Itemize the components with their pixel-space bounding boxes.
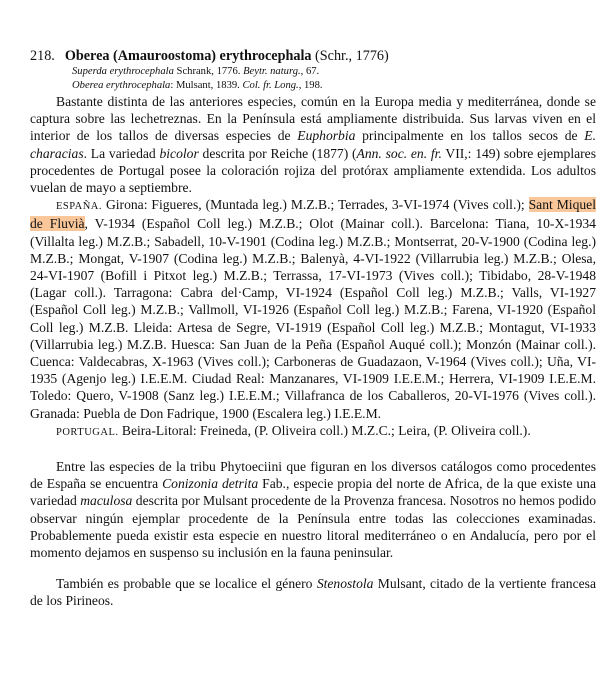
species-name: Oberea (Amauroostoma) erythrocephala <box>64 48 312 64</box>
phytoeciini-paragraph <box>30 458 596 561</box>
entry-number: 218. <box>30 48 55 64</box>
genus-name: Euphorbia <box>297 128 356 144</box>
spacer <box>30 441 596 458</box>
spacer <box>30 561 596 575</box>
synonym-page: , 198. <box>298 80 323 91</box>
variety-name: maculosa <box>80 493 133 509</box>
description-text: principalmente en los tallos secos de <box>355 128 585 144</box>
paragraph-text: Mulsant, citado de la vertiente francesa de los Pirineos. <box>30 576 596 609</box>
species-author: (Schr., 1776) <box>315 48 389 64</box>
description-text: VII,: 149) sobre ejemplares procedentes de Portugal posee la coloración rojiza del protórax ampliamente extendida. Los adultos vuelan de mayo a septiembre. <box>30 145 596 196</box>
country-label-portugal: PORTUGAL. <box>56 426 119 438</box>
stenostola-paragraph <box>30 575 596 609</box>
spain-records-paragraph <box>30 196 596 422</box>
highlighted-locality[interactable]: Sant Miquel de Fluvià <box>30 197 596 232</box>
document-page <box>30 48 596 610</box>
description-text: descrita por Reiche (1877) ( <box>198 145 357 161</box>
species-name-italic: Conizonia detrita <box>162 476 259 492</box>
synonym-name: Superda erythrocephala <box>72 66 174 77</box>
country-label-spain: ESPAÑA. <box>56 201 103 213</box>
synonym-reference: Col. fr. Long. <box>242 80 299 91</box>
synonym-reference: Beytr. naturg. <box>243 66 301 77</box>
synonym-author: Schrank, 1776. <box>173 66 244 77</box>
paragraph-text: descrita por Mulsant procedente de la Provenza francesa. Nosotros no hemos podido observar ningún ejemplar procedente de la Península entre todas las colecciones examinadas. Probablemente pueda existir esta especie en nuestro litoral mediterráneo o en Andalucía, pero por el momento dejamos en suspenso su inclusión en la fauna peninsular. <box>30 493 596 561</box>
paragraph-text: También es probable que se localice el género <box>56 576 317 592</box>
description-text: Bastante distinta de las anteriores especies, común en la Europa media y mediterránea, donde se captura sobre las lechetreznas. En la Península está ampliamente distribuida. Sus larvas viven en el interior de los tallos de diversas especies de <box>30 94 596 144</box>
paragraph-text: Fab., especie propia del norte de Africa, de la que existe una variedad <box>30 476 596 509</box>
description-text: . La variedad <box>83 145 160 161</box>
portugal-records-paragraph <box>30 422 596 441</box>
synonym-line <box>72 79 596 93</box>
description-paragraph <box>30 93 596 196</box>
records-text: Beira-Litoral: Freineda, (P. Oliveira coll.) M.Z.C.; Leira, (P. Oliveira coll.). <box>118 422 531 438</box>
paragraph-text: Entre las especies de la tribu Phytoeciini que figuran en los diversos catálogos como procedentes de España se encuentra <box>30 459 596 492</box>
records-text: , V-1934 (Español Coll leg.) M.Z.B.; Olot (Mainar coll.). Barcelona: Tiana, 10-X-1934 (Villalta leg.) M.Z.B.; Sabadell, 10-V-1901 (Codina leg.) M.Z.B.; Montserrat, 20-V-1900 (Codina leg.) M.Z.B.; Mongat, V-1907 (Codina leg.) M.Z.B.; Balenyà, 4-VI-1922 (Villarrubia leg.) M.Z.B.; Olesa, 24-VI-1907 (Bofill i Pitxot leg.) M.Z.B.; Terrassa, 17-VI-1973 (Vives coll.); Tibidabo, 28-V-1948 (Lagar coll.). Tarragona: Cabra del·Camp, VI-1924 (Español Coll leg.) M.Z.B.; Valls, VI-1927 (Español Coll leg.) M.Z.B.; Vallmoll, VI-1926 (Español Coll leg.) M.Z.B.; Farena, VI-1920 (Español Coll leg.) M.Z.B. Lleida: Artesa de Segre, VI-1919 (Español Coll leg.) M.Z.B.; Montagut, VI-1933 (Villarrubia leg.) M.Z.B. Huesca: San Juan de la Peña (Español Auqué coll.); Monzón (Mainar coll.). Cuenca: Valdecabras, X-1963 (Vives coll.); Carboneras de Guadazaon, V-1964 (Vives coll.); Uña, VI-1935 (Agenjo leg.) I.E.E.M. Ciudad Real: Manzanares, VI-1909 I.E.E.M.; Herrera, VI-1909 I.E.E.M. Toledo: Quero, V-1908 (Sanz leg.) I.E.E.M.; Villafranca de los Caballeros, 20-VI-1976 (Vives coll.). Granada: Puebla de Don Fadrique, 1900 (Escalera leg.) I.E.E.M. <box>30 216 596 421</box>
synonym-line <box>72 65 596 79</box>
species-entry-heading <box>30 48 596 65</box>
journal-reference: Ann. soc. en. fr. <box>356 145 442 161</box>
variety-name: bicolor <box>159 145 199 161</box>
synonym-page: , 67. <box>300 66 320 77</box>
species-name-italic: E. characias <box>30 128 596 161</box>
records-text: Girona: Figueres, (Muntada leg.) M.Z.B.; Terrades, 3-VI-1974 (Vives coll.); <box>102 197 529 213</box>
genus-name: Stenostola <box>316 576 374 592</box>
synonym-name: Oberea erythrocephala <box>72 80 171 91</box>
synonym-author: : Mulsant, 1839. <box>170 80 243 91</box>
